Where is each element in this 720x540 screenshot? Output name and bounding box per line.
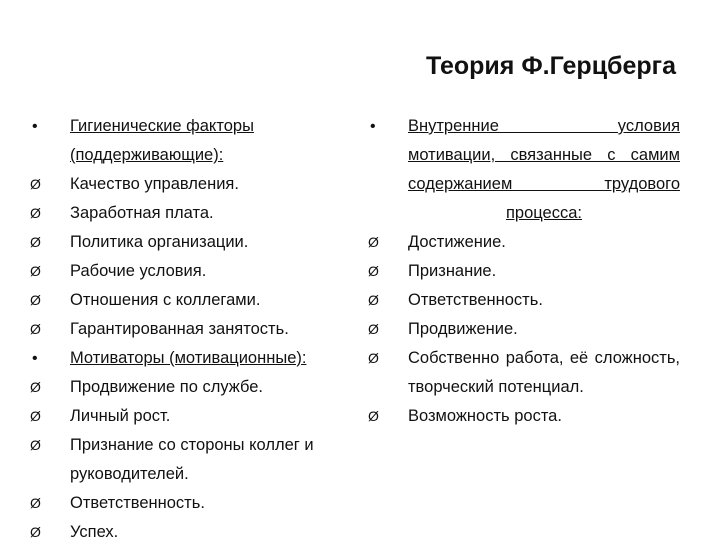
arrow-bullet-icon: Ø xyxy=(30,292,41,308)
arrow-bullet-icon: Ø xyxy=(368,263,379,279)
arrow-bullet-icon: Ø xyxy=(30,379,41,395)
list-item-text: Успех. xyxy=(70,523,119,540)
bullet-icon: • xyxy=(32,118,38,135)
hygiene-heading-line2: (поддерживающие): xyxy=(70,146,224,164)
arrow-bullet-icon: Ø xyxy=(368,321,379,337)
list-item-text: Продвижение по службе. xyxy=(70,378,264,396)
list-item xyxy=(368,344,680,402)
arrow-bullet-icon: Ø xyxy=(368,234,379,250)
list-item xyxy=(30,170,360,199)
hygiene-heading xyxy=(30,112,360,170)
arrow-bullet-icon: Ø xyxy=(30,408,41,424)
arrow-bullet-icon: Ø xyxy=(30,205,41,221)
arrow-bullet-icon: Ø xyxy=(30,524,41,540)
list-item-text: Личный рост. xyxy=(70,407,171,425)
list-item xyxy=(30,431,360,489)
list-item-text: Ответственность. xyxy=(70,494,205,512)
slide-title: Теория Ф.Герцберга xyxy=(425,52,676,80)
right-column xyxy=(368,112,680,431)
motivators-heading-text: Мотиваторы (мотивационные): xyxy=(70,349,307,367)
list-item xyxy=(30,315,360,344)
intrinsic-heading-line2: мотивации, связанные с самим xyxy=(408,146,680,164)
list-item-text: Ответственность. xyxy=(408,291,543,309)
list-item xyxy=(368,286,680,315)
arrow-bullet-icon: Ø xyxy=(30,321,41,337)
left-column xyxy=(30,112,360,540)
list-item-text: Заработная плата. xyxy=(70,204,214,222)
intrinsic-heading-line3: содержанием трудового xyxy=(408,175,680,193)
list-item xyxy=(30,199,360,228)
list-item xyxy=(30,402,360,431)
list-item xyxy=(368,228,680,257)
hygiene-heading-line1: Гигиенические факторы xyxy=(70,117,254,135)
motivators-heading xyxy=(30,344,360,373)
intrinsic-heading-line4: процесса: xyxy=(506,204,582,222)
intrinsic-heading xyxy=(368,112,680,228)
list-item-text: Продвижение. xyxy=(408,320,518,338)
list-item xyxy=(30,373,360,402)
bullet-icon: • xyxy=(370,118,376,135)
list-item-text: Качество управления. xyxy=(70,175,239,193)
list-item-text: Собственно работа, её сложность, творческий потенциал. xyxy=(408,349,680,396)
bullet-icon: • xyxy=(32,350,38,367)
list-item-text: Политика организации. xyxy=(70,233,249,251)
list-item xyxy=(30,286,360,315)
list-item-text: Гарантированная занятость. xyxy=(70,320,289,338)
intrinsic-heading-line1: Внутренние условия xyxy=(408,117,680,135)
list-item-text: Рабочие условия. xyxy=(70,262,207,280)
arrow-bullet-icon: Ø xyxy=(30,176,41,192)
list-item-text: Признание со стороны коллег и руководителей. xyxy=(70,436,314,483)
list-item xyxy=(30,257,360,286)
arrow-bullet-icon: Ø xyxy=(368,408,379,424)
list-item xyxy=(368,402,680,431)
arrow-bullet-icon: Ø xyxy=(30,263,41,279)
arrow-bullet-icon: Ø xyxy=(30,437,41,453)
list-item xyxy=(368,315,680,344)
list-item xyxy=(30,489,360,518)
list-item-text: Отношения с коллегами. xyxy=(70,291,261,309)
arrow-bullet-icon: Ø xyxy=(368,350,379,366)
list-item-text: Достижение. xyxy=(408,233,506,251)
list-item xyxy=(368,257,680,286)
list-item xyxy=(30,518,360,540)
list-item xyxy=(30,228,360,257)
list-item-text: Признание. xyxy=(408,262,497,280)
arrow-bullet-icon: Ø xyxy=(30,234,41,250)
arrow-bullet-icon: Ø xyxy=(30,495,41,511)
arrow-bullet-icon: Ø xyxy=(368,292,379,308)
list-item-text: Возможность роста. xyxy=(408,407,562,425)
